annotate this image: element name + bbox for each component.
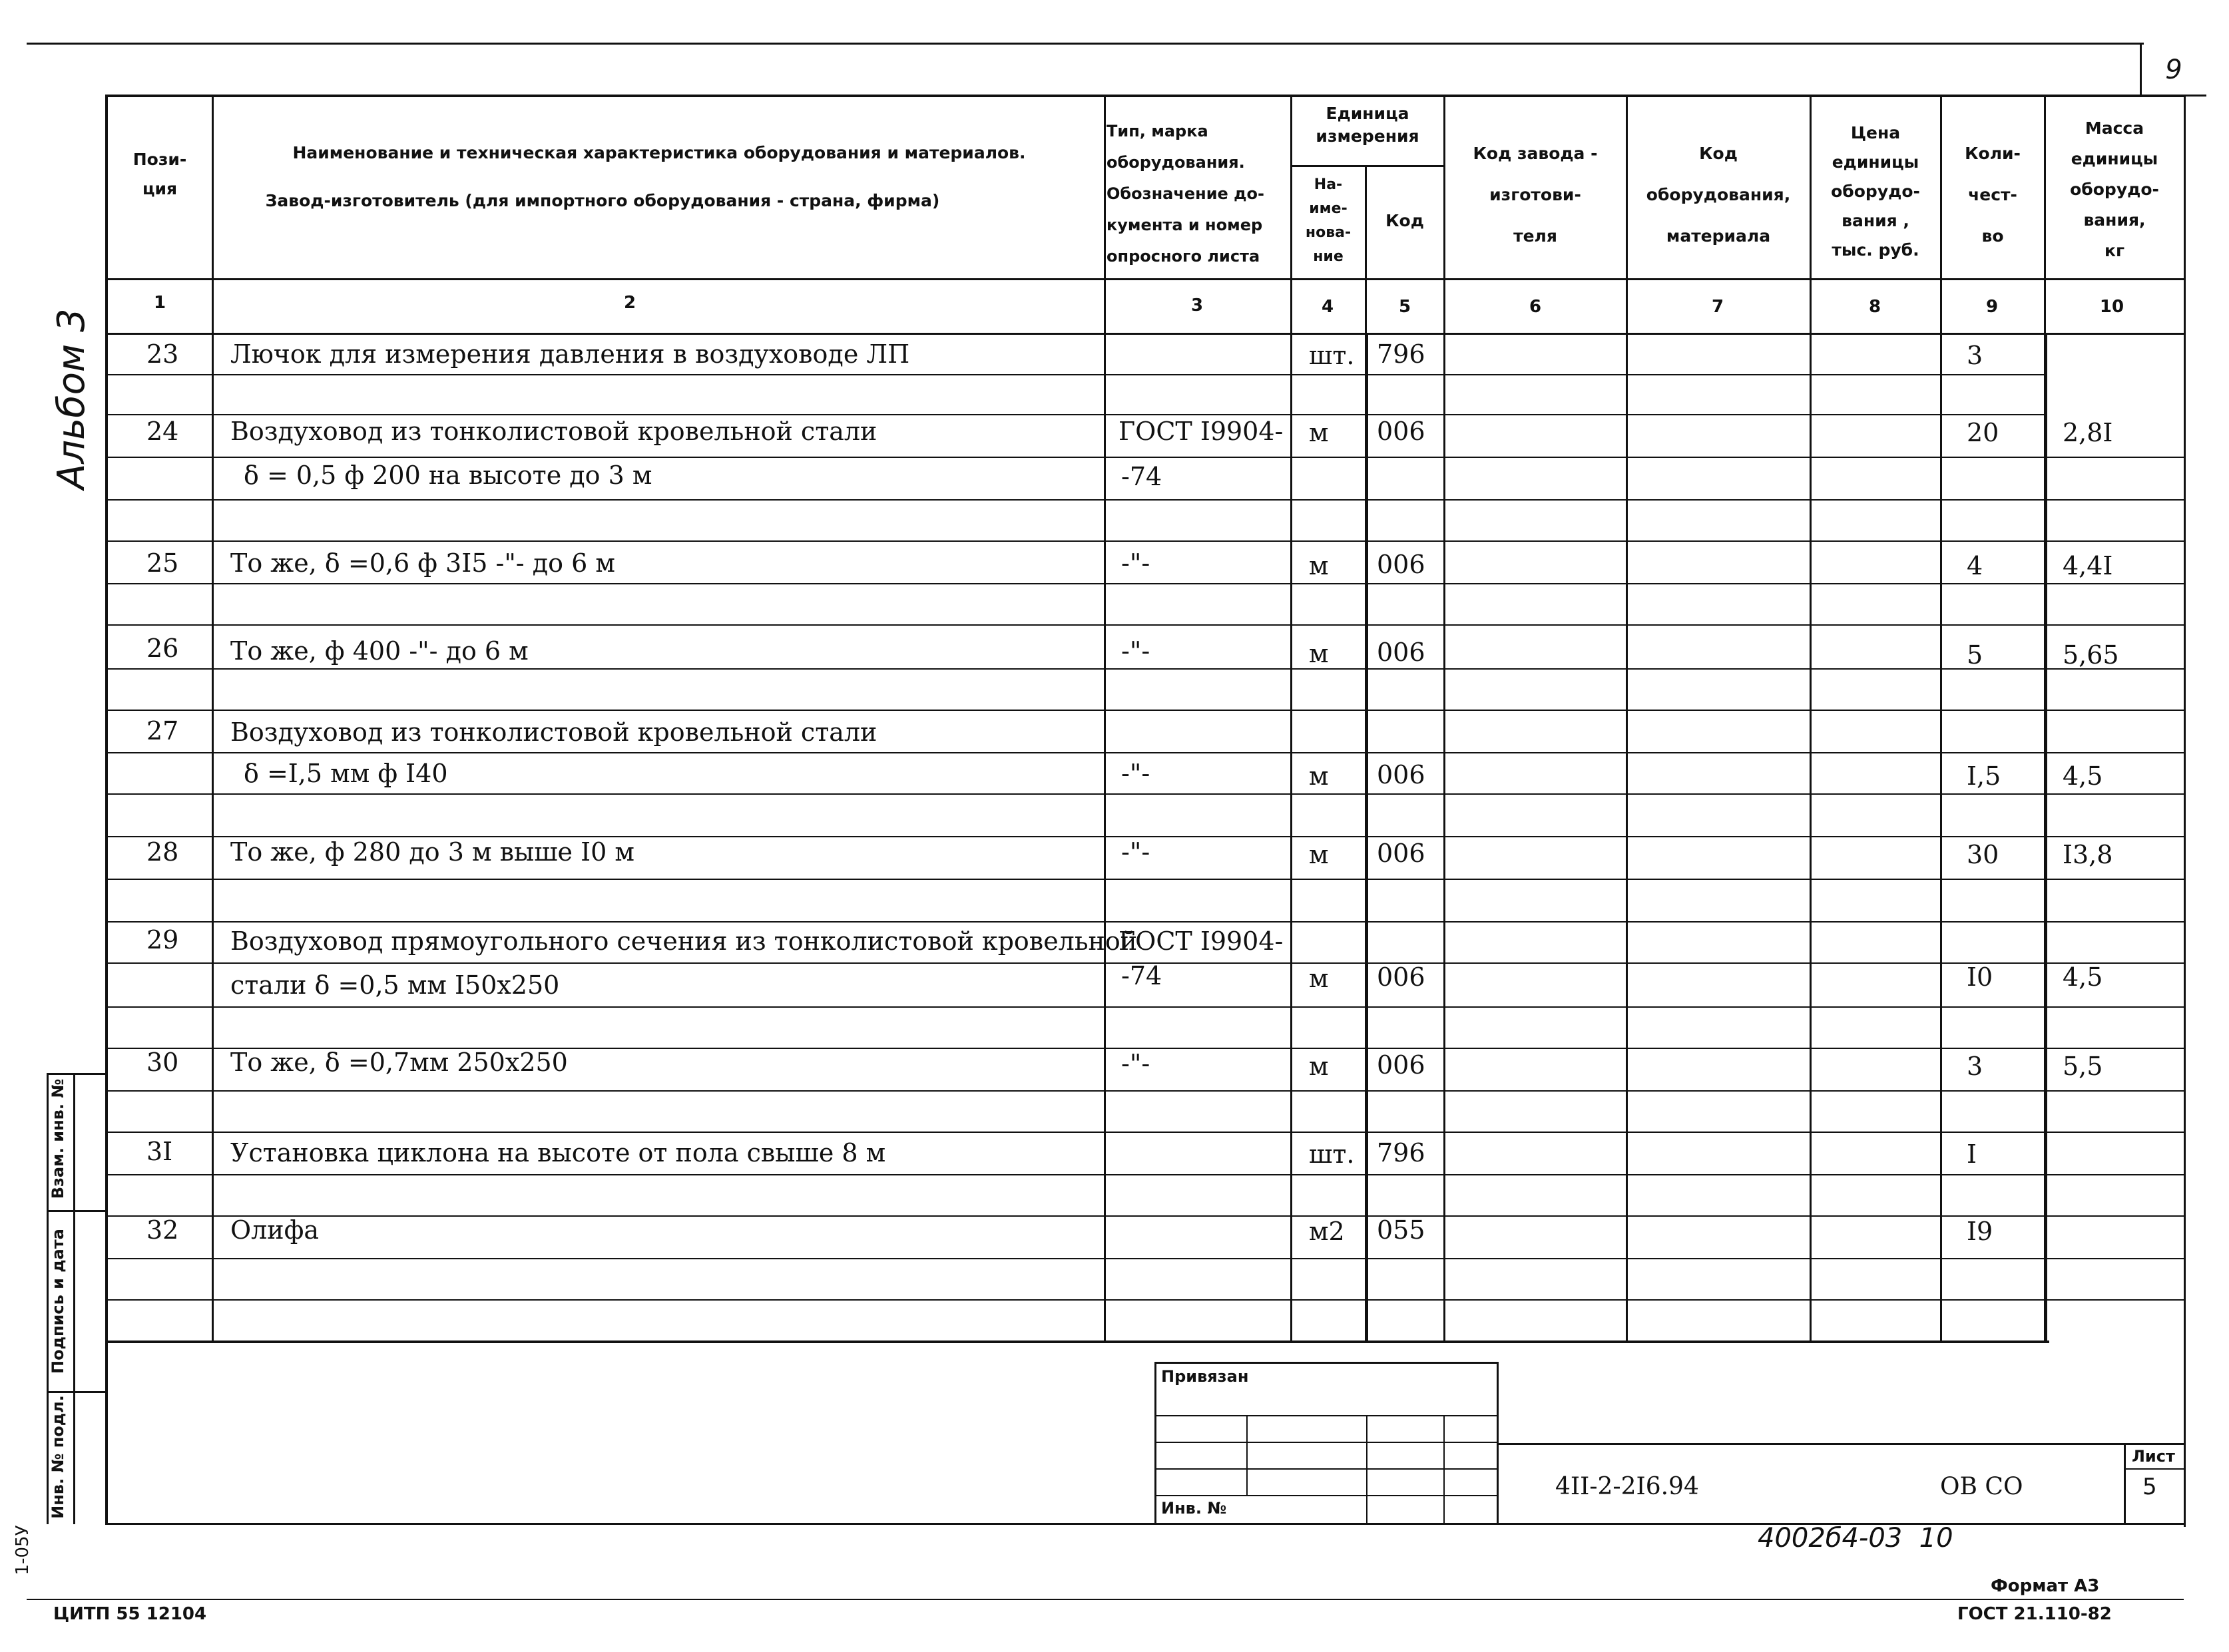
header-quantity: Коли- чест- во — [1965, 144, 2021, 246]
row-unit: м — [1309, 761, 1329, 791]
row-unit: м — [1309, 840, 1329, 869]
row-line — [107, 921, 2184, 923]
margin-box-mid — [73, 1073, 75, 1524]
row-line — [107, 583, 2184, 584]
row-doc: -"- — [1121, 1049, 1150, 1078]
document-code: 4II-2-2I6.94 — [1555, 1473, 1699, 1500]
top-rule — [27, 43, 2144, 45]
row-name: Воздуховод из тонколистовой кровельной стали — [230, 718, 877, 747]
row-doc: -74 — [1121, 462, 1162, 491]
row-mass: 4,4I — [2063, 551, 2113, 580]
row-position: 3I — [146, 1137, 173, 1166]
row-unit: м — [1309, 639, 1329, 668]
header-mass: Масса единицы оборудо- вания, кг — [2070, 118, 2159, 260]
row-unit: м — [1309, 418, 1329, 447]
bold-block-right — [2044, 333, 2047, 1342]
row-qty: 5 — [1967, 640, 1983, 670]
row-code: 006 — [1377, 1050, 1425, 1080]
header-price: Цена единицы оборудо- вания , тыс. руб. — [1831, 123, 1920, 260]
row-line — [107, 668, 2184, 670]
table-bottom-border — [105, 1341, 2049, 1343]
row-line — [107, 1299, 2184, 1301]
row-name: То же, δ =0,6 ф 3I5 -"- до 6 м — [230, 548, 615, 578]
side-label-replace-inv: Взам. инв. № — [49, 1078, 67, 1199]
column-number: 6 — [1529, 297, 1542, 317]
bold-block-left — [1365, 333, 1368, 1342]
row-mass: 4,5 — [2063, 761, 2103, 791]
right-frame — [2184, 96, 2186, 1527]
col-divider-1 — [212, 95, 214, 1342]
stamp-row — [1154, 1415, 1498, 1416]
row-position: 24 — [146, 417, 179, 446]
row-code: 006 — [1377, 417, 1425, 446]
row-mass: 2,8I — [2063, 418, 2113, 447]
stamp-col — [1246, 1415, 1248, 1496]
row-line — [107, 374, 2045, 375]
stamp-row — [1154, 1495, 1498, 1496]
row-doc: -74 — [1121, 961, 1162, 990]
row-mass: 4,5 — [2063, 962, 2103, 992]
colnum-bottom-border — [105, 333, 2184, 335]
row-mass: 5,65 — [2063, 640, 2119, 670]
row-unit: м — [1309, 964, 1329, 993]
header-name-line1: Наименование и техническая характеристика оборудования и материалов. — [292, 143, 1026, 162]
row-mass: I3,8 — [2063, 840, 2113, 869]
row-line — [107, 1215, 2184, 1217]
row-name: δ =I,5 мм ф I40 — [244, 759, 448, 788]
sheet-number: 5 — [2142, 1474, 2157, 1500]
stamp-col — [1366, 1415, 1367, 1524]
row-doc: -"- — [1121, 548, 1150, 578]
format-label: Формат А3 — [1991, 1576, 2100, 1596]
col-divider-7 — [1810, 95, 1812, 1342]
header-unit-name: На- име- нова- ние — [1305, 176, 1352, 265]
tsitp-label: ЦИТП 55 12104 — [53, 1604, 207, 1624]
row-line — [107, 1132, 2184, 1133]
header-bottom-border — [105, 278, 2184, 280]
header-unit-group: Единица измерения — [1316, 104, 1419, 146]
row-code: 006 — [1377, 839, 1425, 868]
row-line — [107, 457, 2184, 458]
row-position: 32 — [146, 1215, 179, 1245]
section-code: ОВ СО — [1940, 1473, 2023, 1500]
header-type: Тип, марка оборудования. Обозначение до- кумента и номер опросного листа — [1107, 122, 1264, 266]
row-qty: 3 — [1967, 1052, 1983, 1081]
column-number: 9 — [1985, 297, 1999, 317]
row-line — [107, 414, 2045, 415]
stamp-box-top — [1154, 1362, 1498, 1364]
row-name: То же, ф 280 до 3 м выше I0 м — [230, 837, 634, 867]
row-name: стали δ =0,5 мм I50x250 — [230, 970, 560, 1000]
row-line — [107, 624, 2184, 626]
sheet-box-divider — [2124, 1468, 2184, 1470]
col-divider-2 — [1104, 95, 1106, 1342]
header-name-line2: Завод-изготовитель (для импортного оборудования - страна, фирма) — [265, 191, 940, 210]
row-name: Воздуховод прямоугольного сечения из тонколистовой кровельной — [230, 927, 1138, 956]
row-doc: -"- — [1121, 759, 1150, 788]
row-unit: шт. — [1309, 341, 1355, 370]
row-line — [107, 879, 2184, 880]
column-number: 3 — [1190, 296, 1204, 315]
row-doc: ГОСТ I9904- — [1118, 417, 1284, 446]
album-note: Альбом 3 — [50, 308, 93, 489]
row-mass: 5,5 — [2063, 1052, 2103, 1081]
table-left-border — [105, 95, 108, 1524]
row-code: 006 — [1377, 962, 1425, 992]
row-name: Олифа — [230, 1215, 320, 1245]
row-doc: ГОСТ I9904- — [1118, 927, 1284, 956]
sheet-label: Лист — [2132, 1447, 2175, 1466]
row-line — [107, 1006, 2184, 1008]
row-name: δ = 0,5 ф 200 на высоте до 3 м — [244, 461, 652, 490]
column-number: 5 — [1398, 297, 1411, 317]
col-divider-3 — [1290, 95, 1292, 1342]
row-name: То же, δ =0,7мм 250x250 — [230, 1048, 568, 1077]
row-qty: I9 — [1967, 1217, 1993, 1246]
row-qty: 4 — [1967, 551, 1983, 580]
row-position: 28 — [146, 837, 179, 867]
stamp-row — [1154, 1442, 1498, 1443]
row-position: 23 — [146, 339, 179, 369]
margin-code: 1-05У — [13, 1525, 33, 1575]
handwritten-code: 4002б4-03 10 — [1758, 1523, 1953, 1553]
header-position: Пози- ция — [132, 150, 187, 198]
unit-group-divider — [1290, 165, 1443, 167]
stamp-col — [1443, 1415, 1445, 1524]
margin-box-div1 — [47, 1210, 107, 1212]
column-number: 8 — [1868, 297, 1881, 317]
row-unit: м — [1309, 551, 1329, 580]
row-position: 30 — [146, 1048, 179, 1077]
row-qty: I — [1967, 1139, 1977, 1169]
row-code: 055 — [1377, 1215, 1425, 1245]
stamp-row — [1154, 1468, 1498, 1470]
column-number: 1 — [153, 293, 166, 313]
side-label-inv-original: Инв. № подл. — [49, 1395, 67, 1519]
row-code: 006 — [1377, 760, 1425, 789]
row-line — [107, 1174, 2184, 1175]
column-number: 7 — [1711, 297, 1724, 317]
row-qty: I0 — [1967, 962, 1993, 992]
row-code: 796 — [1377, 339, 1425, 369]
row-position: 29 — [146, 925, 179, 954]
table-top-border — [105, 95, 2184, 97]
row-line — [107, 1258, 2184, 1259]
page-number-box-left — [2140, 43, 2142, 96]
row-line — [107, 752, 2184, 753]
row-name: Лючок для измерения давления в воздуховоде ЛП — [230, 339, 910, 369]
row-name: Установка циклона на высоте от пола свыше 8 м — [230, 1138, 886, 1167]
row-code: 006 — [1377, 550, 1425, 579]
row-position: 27 — [146, 716, 179, 745]
row-name: То же, ф 400 -"- до 6 м — [230, 636, 529, 666]
row-position: 25 — [146, 548, 179, 578]
gost-label: ГОСТ 21.110-82 — [1957, 1604, 2112, 1624]
col-divider-6 — [1626, 95, 1628, 1342]
row-line — [107, 540, 2184, 542]
row-doc: -"- — [1121, 636, 1150, 666]
row-code: 796 — [1377, 1138, 1425, 1167]
row-position: 26 — [146, 634, 179, 663]
column-number: 10 — [2099, 297, 2124, 317]
header-plant-code: Код завода - изготови- теля — [1473, 144, 1598, 246]
row-name: Воздуховод из тонколистовой кровельной стали — [230, 417, 877, 446]
row-line — [107, 710, 2184, 711]
column-number: 4 — [1321, 297, 1334, 317]
row-unit: м — [1309, 1052, 1329, 1081]
row-line — [107, 793, 2184, 795]
page-number: 9 — [2165, 55, 2182, 85]
stamp-privyazan: Привязан — [1161, 1367, 1249, 1386]
column-number: 2 — [623, 293, 636, 313]
title-box-top — [1498, 1443, 2184, 1445]
row-qty: I,5 — [1967, 761, 2001, 791]
footer-rule — [27, 1599, 2184, 1600]
row-doc: -"- — [1121, 837, 1150, 867]
header-unit-code: Код — [1385, 211, 1424, 230]
row-qty: 3 — [1967, 341, 1983, 370]
row-qty: 30 — [1967, 840, 1999, 869]
side-label-signature-date: Подпись и дата — [49, 1229, 67, 1374]
col-divider-8 — [1940, 95, 1942, 1342]
row-unit: шт. — [1309, 1139, 1355, 1169]
row-unit: м2 — [1309, 1217, 1345, 1246]
row-line — [107, 1090, 2184, 1092]
sheet-box-left — [2124, 1443, 2126, 1524]
row-code: 006 — [1377, 638, 1425, 667]
header-equipment-code: Код оборудования, материала — [1646, 144, 1791, 246]
col-divider-5 — [1443, 95, 1445, 1342]
row-line — [107, 499, 2184, 501]
row-qty: 20 — [1967, 418, 1999, 447]
stamp-inv-no: Инв. № — [1161, 1499, 1227, 1518]
stamp-box-left — [1154, 1362, 1156, 1524]
